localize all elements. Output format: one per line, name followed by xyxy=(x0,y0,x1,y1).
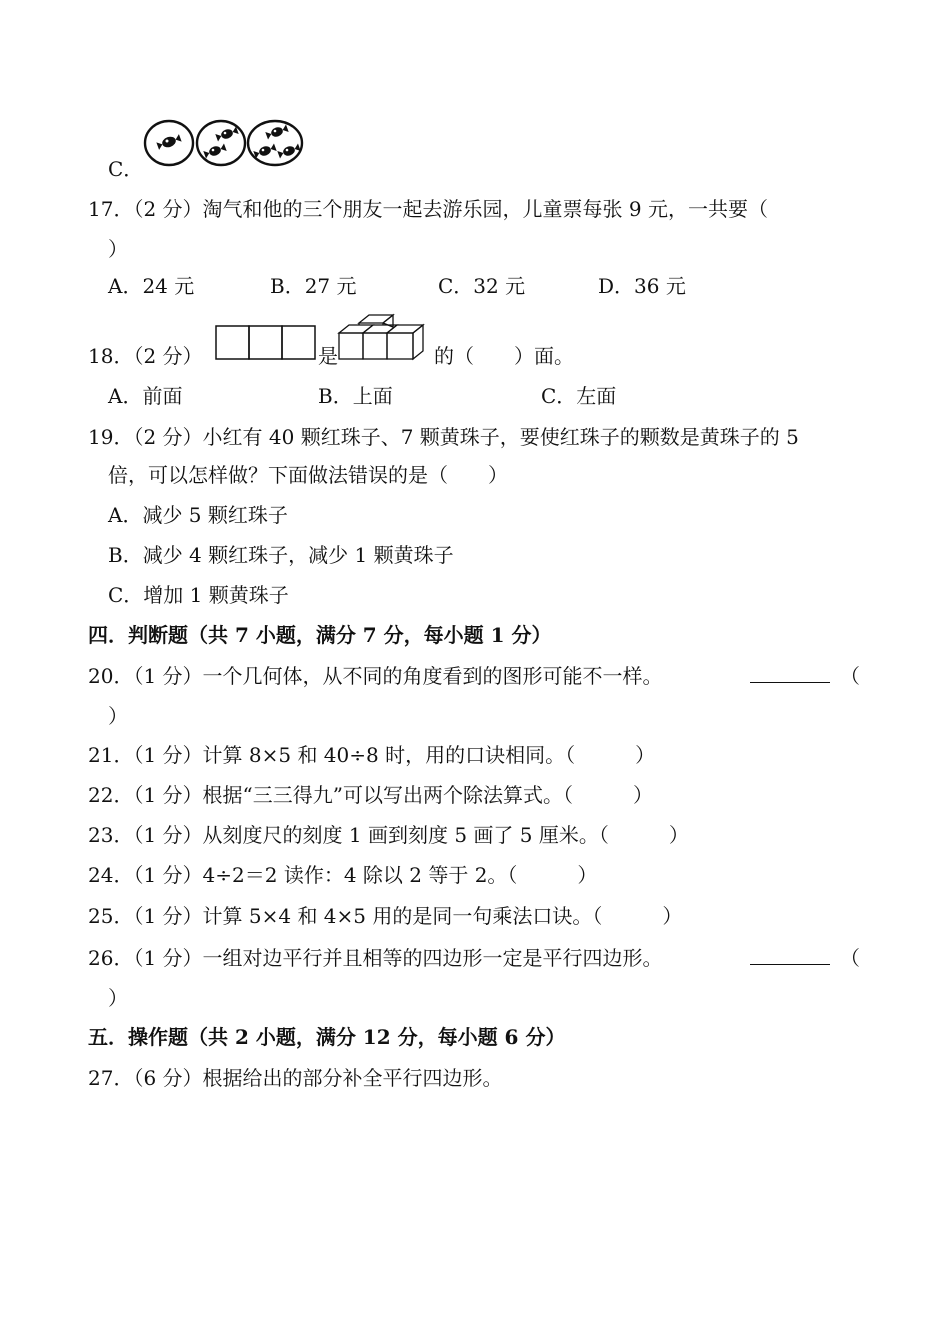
q20-answer xyxy=(750,663,860,689)
section-5-title: 五．操作题（共 2 小题，满分 12 分，每小题 6 分） xyxy=(88,1025,566,1049)
q26-answer xyxy=(750,945,860,971)
q26-tail: （ xyxy=(840,946,860,970)
q26-answer-blank[interactable] xyxy=(750,946,830,965)
q17-option-a: A．24 元 xyxy=(108,274,195,298)
q18-view-figure xyxy=(215,325,317,361)
q18-is: 是 xyxy=(318,344,338,368)
q18-option-b: B．上面 xyxy=(318,384,393,408)
q19-stem-2: 倍，可以怎样做？下面做法错误的是（ ） xyxy=(108,463,508,487)
q26-cont: ） xyxy=(108,986,128,1010)
q26-stem: 26．（1 分）一组对边平行并且相等的四边形一定是平行四边形。 xyxy=(88,946,663,970)
q17-option-c: C．32 元 xyxy=(438,274,526,298)
q27-text: 27．（6 分）根据给出的部分补全平行四边形。 xyxy=(88,1066,503,1090)
q18-cube-figure xyxy=(339,313,435,361)
option-c-label: C． xyxy=(108,157,144,181)
q23-text: 23．（1 分）从刻度尺的刻度 1 画到刻度 5 画了 5 厘米。（ ） xyxy=(88,823,689,847)
q25-text: 25．（1 分）计算 5×4 和 4×5 用的是同一句乘法口诀。（ ） xyxy=(88,904,683,928)
q21-text: 21．（1 分）计算 8×5 和 40÷8 时，用的口诀相同。（ ） xyxy=(88,743,656,767)
candy-plates-figure xyxy=(143,118,318,168)
q19-stem: 19．（2 分）小红有 40 颗红珠子、7 颗黄珠子，要使红珠子的颗数是黄珠子的 5 xyxy=(88,425,799,449)
q20-tail: （ xyxy=(840,664,860,688)
q17-option-d: D．36 元 xyxy=(598,274,686,298)
q18-number: 18．（2 分） xyxy=(88,344,203,368)
q19-option-a: A．减少 5 颗红珠子 xyxy=(108,503,288,527)
q22-text: 22．（1 分）根据“三三得九”可以写出两个除法算式。（ ） xyxy=(88,783,653,807)
q24-text: 24．（1 分）4÷2＝2 读作：4 除以 2 等于 2。（ ） xyxy=(88,863,598,887)
q19-option-b: B．减少 4 颗红珠子，减少 1 颗黄珠子 xyxy=(108,543,454,567)
q20-answer-blank[interactable] xyxy=(750,664,830,683)
section-4-title: 四．判断题（共 7 小题，满分 7 分，每小题 1 分） xyxy=(88,623,552,647)
q20-stem: 20．（1 分）一个几何体，从不同的角度看到的图形可能不一样。 xyxy=(88,664,663,688)
q20-cont: ） xyxy=(108,704,128,728)
q18-tail: 的（ ）面。 xyxy=(434,344,574,368)
q17-option-b: B．27 元 xyxy=(270,274,357,298)
q20-text xyxy=(88,663,663,689)
q18-option-c: C．左面 xyxy=(541,384,617,408)
q17-stem: 17．（2 分）淘气和他的三个朋友一起去游乐园，儿童票每张 9 元，一共要（ xyxy=(88,197,768,221)
q19-option-c: C．增加 1 颗黄珠子 xyxy=(108,583,289,607)
q17-stem-end: ） xyxy=(108,237,128,261)
q18-option-a: A．前面 xyxy=(108,384,183,408)
q26-text xyxy=(88,945,663,971)
